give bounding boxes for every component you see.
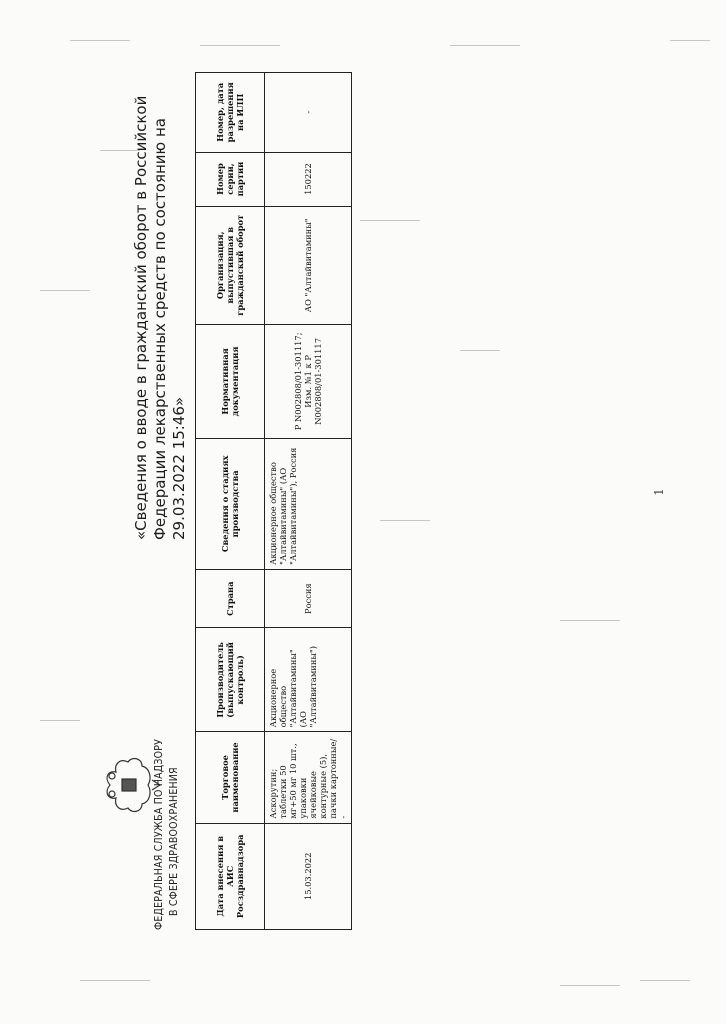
cell-date-added: 15.03.2022 [265, 823, 352, 929]
cell-releasing-organization: АО "Алтайвитамины" [265, 206, 352, 324]
page-number: 1 [651, 488, 666, 496]
table-header-row [196, 73, 265, 930]
scan-streak [560, 620, 620, 621]
scan-streak [70, 40, 130, 41]
cell-batch-number: 150222 [265, 152, 352, 206]
table-row [265, 73, 352, 930]
header-regulatory-docs: Нормативная документация [196, 324, 265, 438]
header-manufacturer: Производитель (выпускающий контроль) [196, 628, 265, 732]
cell-country: Россия [265, 569, 352, 628]
scan-streak [640, 980, 690, 981]
scan-streak [360, 220, 420, 221]
header-permit-number: Номер, дата разрешения на ИЛП [196, 73, 265, 153]
agency-name [152, 670, 182, 930]
scan-streak [560, 985, 620, 986]
header-releasing-organization: Организация, выпустившая в гражданский оборот [196, 206, 265, 324]
agency-line-2: В СФЕРЕ ЗДРАВООХРАНЕНИЯ [168, 767, 180, 916]
scan-streak [450, 45, 520, 46]
cell-production-stages: Акционерное общество "Алтайвитамины" (АО "Алтайвитамины"), Россия [265, 438, 352, 569]
scan-streak [200, 45, 280, 46]
cell-regulatory-docs: Р N002808/01-301117; Изм. №1 к Р N002808/01-301117 [265, 324, 352, 438]
header-date-added: Дата внесения в АИС Росздравнадзора [196, 823, 265, 929]
rotated-content [130, 50, 360, 930]
page-title: «Сведения о вводе в гражданский оборот в Российской Федерации лекарственных средств по состоянию на 29.03.2022 15:46» [132, 95, 188, 540]
scan-streak [80, 980, 150, 981]
header-batch-number: Номер серии, партии [196, 152, 265, 206]
header-country: Страна [196, 569, 265, 628]
scan-streak [380, 520, 430, 521]
header-trade-name: Торговое наименование [196, 732, 265, 823]
agency-line-1: ФЕДЕРАЛЬНАЯ СЛУЖБА ПО НАДЗОРУ [153, 738, 165, 930]
cell-trade-name: Аскорутин; таблетки 50 мг+50 мг 10 шт., упаковки ячейковые контурные (5), пачки картонные/ - [265, 732, 352, 823]
scan-streak [40, 720, 80, 721]
medicines-register-table [195, 72, 352, 930]
cell-manufacturer: Акционерное общество "Алтайвитамины" (АО "Алтайвитамины") [265, 628, 352, 732]
header-production-stages: Сведения о стадиях производства [196, 438, 265, 569]
scan-streak [670, 40, 710, 41]
scan-streak [460, 350, 500, 351]
cell-permit-number: - [265, 73, 352, 153]
scan-streak [40, 290, 90, 291]
